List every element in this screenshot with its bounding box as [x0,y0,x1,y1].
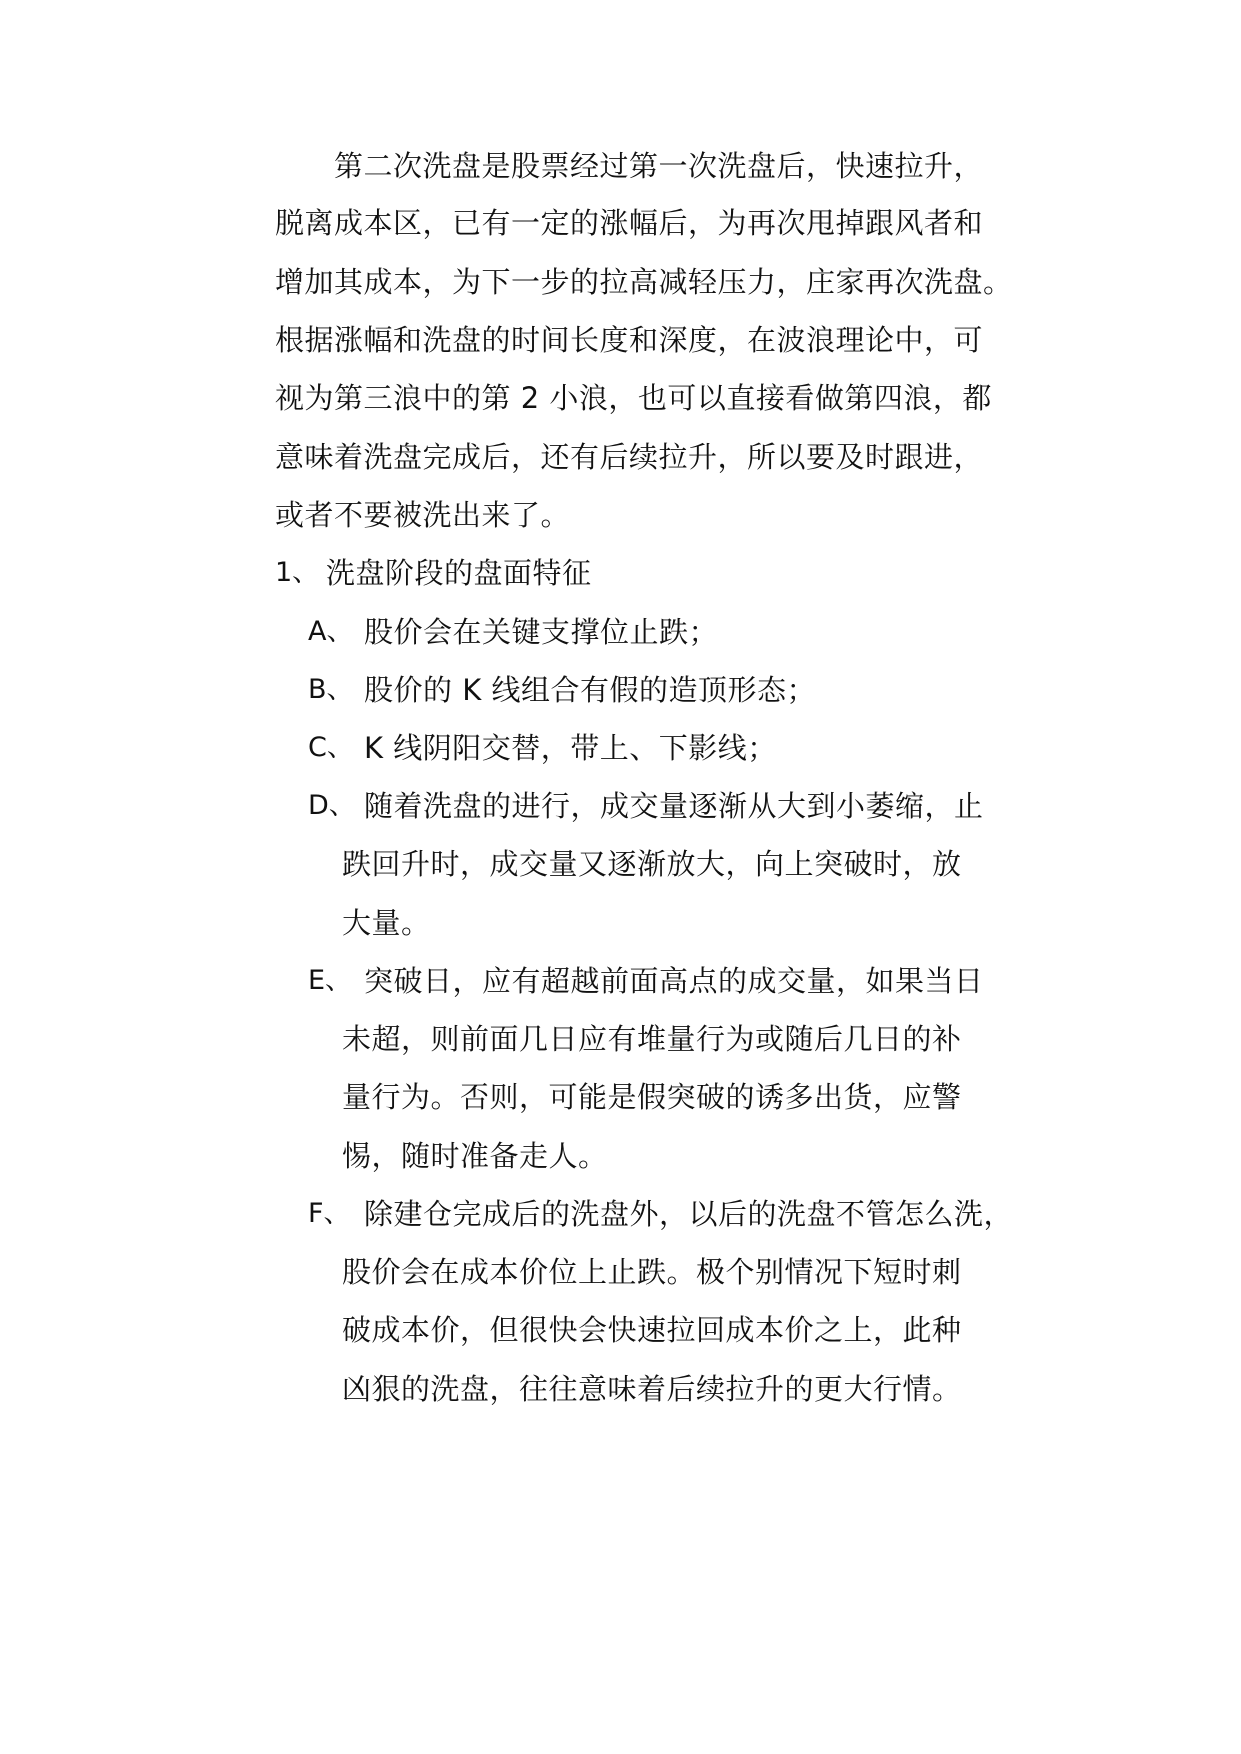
item-a-marker: A、 [308,616,354,647]
intro-line-3: 增加其成本，为下一步的拉高减轻压力，庄家再次洗盘。 [275,265,1013,299]
section-title: 洗盘阶段的盘面特征 [326,556,592,590]
item-f-line-3: 破成本价，但很快会快速拉回成本价之上，此种 [342,1313,962,1347]
item-f-line-1: 除建仓完成后的洗盘外，以后的洗盘不管怎么洗， [364,1197,1014,1231]
item-e-line-2: 未超，则前面几日应有堆量行为或随后几日的补 [342,1022,962,1056]
item-c-marker: C、 [308,732,354,763]
item-d-marker: D、 [308,790,356,821]
intro-line-2: 脱离成本区，已有一定的涨幅后，为再次甩掉跟风者和 [275,206,984,240]
item-e-line-1: 突破日，应有超越前面高点的成交量，如果当日 [364,964,984,998]
item-f-line-4: 凶狠的洗盘，往往意味着后续拉升的更大行情。 [342,1372,962,1406]
intro-line-1: 第二次洗盘是股票经过第一次洗盘后，快速拉升， [334,149,984,183]
intro-line-7: 或者不要被洗出来了。 [275,498,571,532]
item-b-marker: B、 [308,674,354,705]
item-e-line-3: 量行为。否则，可能是假突破的诱多出货，应警 [342,1080,962,1114]
item-f-line-2: 股价会在成本价位上止跌。极个别情况下短时刺 [342,1255,962,1289]
item-c-line-1: K 线阴阳交替，带上、下影线； [364,731,777,765]
item-e-marker: E、 [308,965,353,996]
section-marker: 1、 [275,557,320,588]
item-d-line-3: 大量。 [342,906,431,940]
item-d-line-2: 跌回升时，成交量又逐渐放大，向上突破时，放 [342,847,962,881]
item-d-line-1: 随着洗盘的进行，成交量逐渐从大到小萎缩，止 [364,789,984,823]
intro-line-4: 根据涨幅和洗盘的时间长度和深度，在波浪理论中，可 [275,323,984,357]
item-e-line-4: 惕，随时准备走人。 [342,1139,608,1173]
intro-line-5: 视为第三浪中的第 2 小浪，也可以直接看做第四浪，都 [275,381,992,415]
item-a-line-1: 股价会在关键支撑位止跌； [364,615,719,649]
intro-line-6: 意味着洗盘完成后，还有后续拉升，所以要及时跟进， [275,440,984,474]
item-f-marker: F、 [308,1198,351,1229]
item-b-line-1: 股价的 K 线组合有假的造顶形态； [364,673,816,707]
